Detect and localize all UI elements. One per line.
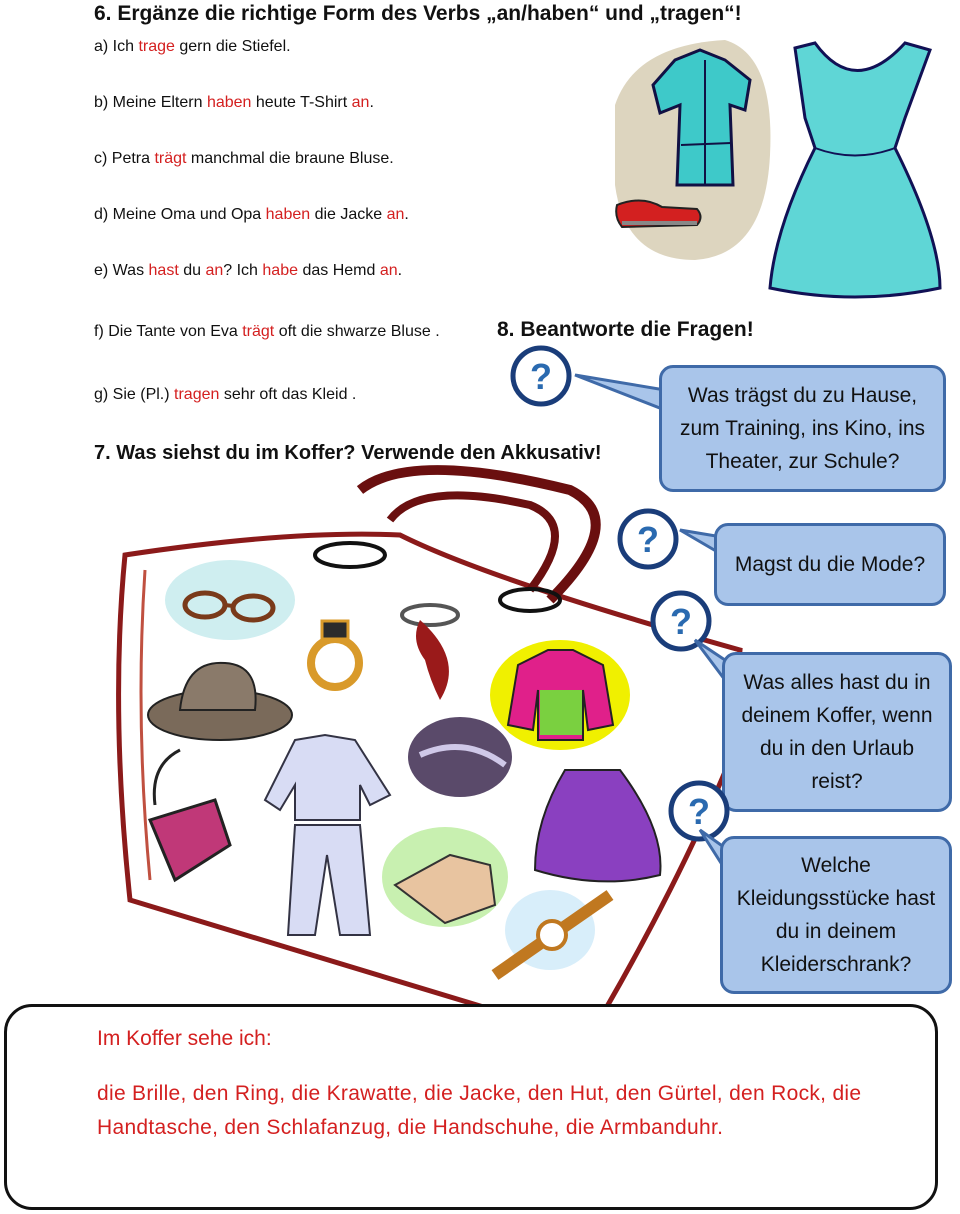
line-text: a) Ich: [94, 38, 139, 55]
line-text: d) Meine Oma und Opa: [94, 206, 266, 223]
line-text: e) Was: [94, 262, 149, 279]
question-bubble-1: [659, 365, 946, 492]
answer-word: habe: [262, 262, 298, 279]
line-text: gern die Stiefel.: [174, 38, 291, 55]
line-text: heute T-Shirt: [251, 94, 352, 111]
line-text: c) Petra: [94, 150, 155, 167]
exercise-6-line-f: [94, 323, 440, 341]
exercise-6-title: 6. Ergänze die richtige Form des Verbs „an/haben“ und „tragen“!: [94, 2, 742, 25]
line-text: .: [404, 206, 409, 223]
answer-word: an: [205, 262, 224, 279]
watch-icon: [490, 885, 620, 985]
exercise-8-title: 8. Beantworte die Fragen!: [497, 318, 754, 341]
line-text: manchmal die braune Bluse.: [186, 150, 394, 167]
line-text: g) Sie (Pl.): [94, 386, 175, 403]
answer-word: haben: [265, 206, 311, 223]
dress-icon: [765, 38, 950, 303]
exercise-6-line-c: [94, 150, 394, 168]
bubble-pointer: [575, 370, 665, 420]
question-icon: [510, 345, 572, 407]
tie-icon: [385, 600, 485, 710]
line-text: ? Ich: [223, 262, 263, 279]
skirt-icon: [530, 760, 670, 890]
answer-word: trägt: [154, 150, 187, 167]
pajamas-icon: [260, 730, 395, 945]
question-bubble-2: [714, 523, 946, 606]
answer-intro: Im Koffer sehe ich:: [97, 1027, 272, 1050]
answer-word: tragen: [174, 386, 220, 403]
answer-word: trägt: [242, 323, 275, 340]
answer-box: [4, 1004, 938, 1210]
exercise-7-title: 7. Was siehst du im Koffer? Verwende den Akkusativ!: [94, 442, 602, 464]
handbag-icon: [120, 745, 260, 895]
line-text: f) Die Tante von Eva: [94, 323, 243, 340]
answer-word: an: [351, 94, 370, 111]
answer-text: die Brille, den Ring, die Krawatte, die Jacke, den Hut, den Gürtel, den Rock, die Handtasche, den Schlafanzug, die Handschuhe, die Armbanduhr.: [97, 1082, 862, 1139]
answer-word: trage: [138, 38, 175, 55]
question-bubble-3: [722, 652, 952, 812]
exercise-6-line-b: [94, 94, 374, 112]
question-bubble-4: [720, 836, 952, 994]
exercise-6-line-g: [94, 386, 356, 404]
answer-word: an: [386, 206, 405, 223]
svg-text:?: ?: [637, 519, 659, 560]
line-text: du: [178, 262, 206, 279]
exercise-6-line-e: [94, 262, 402, 280]
line-text: b) Meine Eltern: [94, 94, 207, 111]
question-icon: [617, 508, 679, 570]
line-text: .: [369, 94, 374, 111]
question-3-text: Was alles hast du in deinem Koffer, wenn du in den Urlaub reist?: [741, 671, 933, 793]
exercise-6-line-d: [94, 206, 409, 224]
exercise-6-line-a: [94, 38, 291, 56]
line-text: .: [397, 262, 403, 279]
question-4-text: Welche Kleidungsstücke hast du in deinem Kleiderschrank?: [736, 854, 936, 976]
line-text: sehr oft das Kleid .: [219, 386, 357, 403]
line-text: oft die shwarze Bluse .: [274, 323, 440, 340]
line-text: das Hemd: [298, 262, 380, 279]
answer-word: hast: [148, 262, 179, 279]
question-1-text: Was trägst du zu Hause, zum Training, ins Kino, ins Theater, zur Schule?: [679, 384, 926, 473]
ring-icon: [300, 615, 370, 695]
svg-text:?: ?: [688, 791, 710, 832]
svg-text:?: ?: [670, 601, 692, 642]
belt-icon: [405, 715, 515, 800]
glasses-icon: [165, 560, 295, 645]
question-2-text: Magst du die Mode?: [734, 553, 926, 576]
svg-text:?: ?: [530, 356, 552, 397]
line-text: die Jacke: [310, 206, 387, 223]
answer-word: haben: [206, 94, 252, 111]
shoe-icon: [612, 195, 707, 235]
answer-word: an: [379, 262, 398, 279]
